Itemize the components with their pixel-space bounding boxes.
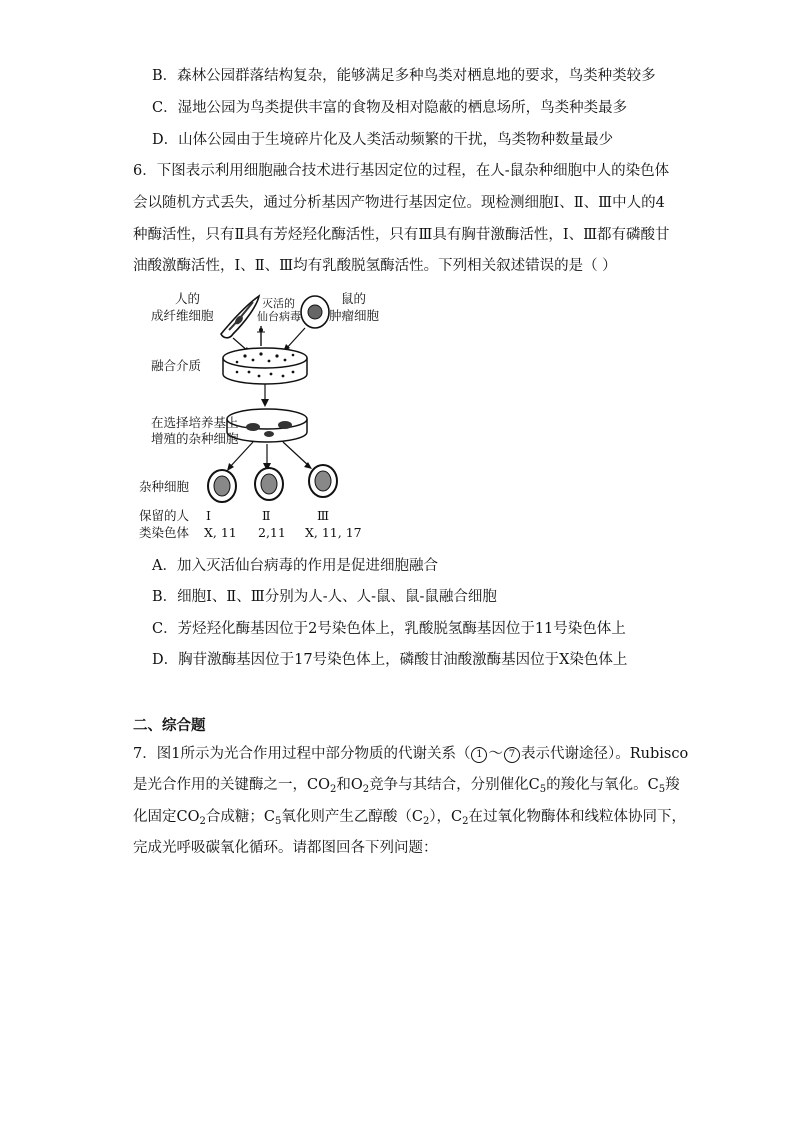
q7-line-1 [133,744,688,764]
q7-l2d: 的羧化与氧化。C [546,777,659,793]
q6-option-c: C．芳烃羟化酶基因位于2号染色体上，乳酸脱氢酶基因位于11号染色体上 [152,621,626,637]
circled-7: 7 [504,747,520,763]
circled-1: 1 [471,747,487,763]
numeral-2: Ⅱ [262,508,271,523]
q7-l2c: 竞争与其结合，分别催化C [369,777,540,793]
sub: 2 [362,784,370,795]
q6-option-d: D．胸苷激酶基因位于17号染色体上，磷酸甘油酸激酶基因位于X染色体上 [152,652,628,668]
q6-stem-line-2: 会以随机方式丢失，通过分析基因产物进行基因定位。现检测细胞Ⅰ、Ⅱ、Ⅲ中人的4 [133,195,665,211]
sub: 5 [539,784,547,795]
label-mouse-1: 鼠的 [341,291,367,306]
sub: 2 [329,784,337,795]
arrowhead [261,399,269,407]
q7-tilde: ～ [488,746,503,762]
q7-line-3 [133,807,686,827]
q6-option-b: B．细胞Ⅰ、Ⅱ、Ⅲ分别为人-人、人-鼠、鼠-鼠融合细胞 [152,589,497,605]
q7-l2a: 是光合作用的关键酶之一，CO [133,777,330,793]
numeral-3: Ⅲ [317,508,330,523]
q6-stem-line-3: 种酶活性，只有Ⅱ具有芳烃羟化酶活性，只有Ⅲ具有胸苷激酶活性，Ⅰ、Ⅲ都有磷酸甘 [133,227,670,243]
q7-l3a: 化固定CO [133,809,200,825]
label-retained-2: 类染色体 [139,525,190,540]
q7-l3c: 氧化则产生乙醇酸（C [281,809,423,825]
q7-line-2 [133,775,680,795]
q6-option-a: A．加入灭活仙台病毒的作用是促进细胞融合 [152,558,438,574]
hybrid-cell-2-icon [255,468,283,500]
label-virus-2: 仙台病毒 [257,310,301,323]
q6-stem-line-1: 6．下图表示利用细胞融合技术进行基因定位的过程，在人-鼠杂种细胞中人的染色体 [133,163,670,179]
q5-option-b: B．森林公园群落结构复杂，能够满足多种鸟类对栖息地的要求，鸟类种类较多 [152,68,656,84]
label-hybrid-cells: 杂种细胞 [139,479,190,494]
sub: 2 [422,816,430,827]
q5-option-d: D．山体公园由于生境碎片化及人类活动频繁的干扰，鸟类物种数量最少 [152,132,614,148]
q7-l1b: 表示代谢途径）。Rubisco [520,746,689,762]
chromosomes-3: X, 11, 17 [305,525,362,540]
fibroblast-cell-icon [221,296,259,338]
label-human-2: 成纤维细胞 [151,308,214,323]
label-selective-1: 在选择培养基上 [151,415,239,430]
sub: 5 [274,816,282,827]
q7-line-4: 完成光呼吸碳氧化循环。请都图回各下列问题： [133,840,438,856]
arrow-branch-3 [283,442,309,466]
sub: 2 [462,816,469,827]
q6-stem-line-4: 油酸激酶活性，Ⅰ、Ⅱ、Ⅲ均有乳酸脱氢酶活性。下列相关叙述错误的是（ ） [133,258,617,274]
section-title: 二、综合题 [133,717,206,734]
chromosomes-2: 2,11 [258,525,286,540]
q7-l1a: 7．图1所示为光合作用过程中部分物质的代谢关系（ [133,746,471,762]
label-mouse-2: 肿瘤细胞 [329,308,380,323]
chromosomes-1: X, 11 [204,525,237,540]
q7-l2e: 羧 [665,777,680,793]
label-virus-1: 灭活的 [262,297,295,310]
virus-dropper-icon [257,326,265,346]
q7-l3e: 在过氧化物酶体和线粒体协同下， [468,809,687,825]
sub: 2 [199,816,206,827]
label-selective-2: 增殖的杂种细胞 [151,431,239,446]
label-retained-1: 保留的人 [139,508,190,523]
q7-l3d: ），C [429,809,463,825]
q7-l3b: 合成糖；C [205,809,275,825]
hybrid-cell-3-icon [309,465,337,497]
numeral-1: Ⅰ [206,508,211,523]
cell-fusion-figure [133,286,383,542]
tumor-cell-icon [301,296,329,328]
q5-option-c: C．湿地公园为鸟类提供丰富的食物及相对隐蔽的栖息场所，鸟类种类最多 [152,100,628,116]
q7-l2b: 和O [336,777,363,793]
sub: 5 [658,784,666,795]
hybrid-cell-1-icon [208,470,236,502]
fusion-dish-icon [223,348,307,384]
selective-dish-icon [227,409,307,442]
label-human-1: 人的 [175,291,201,306]
label-fusion-medium: 融合介质 [151,358,202,373]
